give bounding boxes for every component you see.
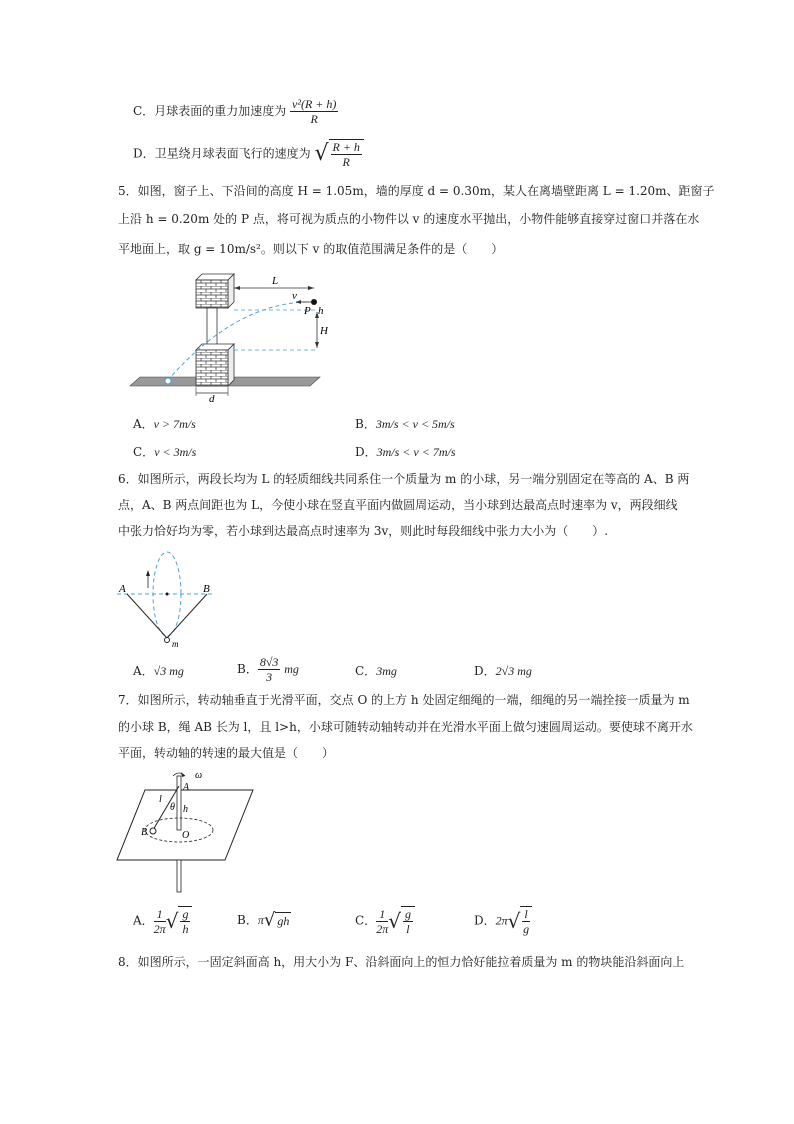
q6-line-1: 6．如图所示，两段长均为 L 的轻质细线共同系住一个质量为 m 的小球，另一端分别固定在等高的 A、B 两 bbox=[118, 472, 690, 486]
rotation-axis bbox=[177, 776, 181, 830]
q5-option-c: C．v < 3m/s bbox=[133, 445, 197, 459]
svg-text:ω: ω bbox=[195, 770, 203, 781]
q7-option-d: D．2π√ $\frac{l}{g}$ bbox=[474, 906, 532, 936]
q5-line-1: 5．如图，窗子上、下沿间的高度 H = 1.05m，墙的厚度 d = 0.30m，某人在离墙壁距离 L = 1.20m、距窗子 bbox=[118, 184, 715, 198]
svg-text:v: v bbox=[292, 290, 297, 302]
sqrt-symbol: √ bbox=[314, 141, 329, 166]
q4-option-c-label: C． bbox=[133, 104, 155, 118]
svg-text:A: A bbox=[183, 782, 190, 793]
q8-line-1: 8．如图所示，一固定斜面高 h，用大小为 F、沿斜面向上的恒力恰好能拉着质量为 m 的物块能沿斜面向上 bbox=[118, 955, 685, 969]
q6-option-d: D．2√3 mg bbox=[474, 664, 532, 678]
q5-line-3: 平地面上，取 g = 10m/s²。则以下 v 的取值范围满足条件的是（ ） bbox=[118, 242, 504, 256]
q6-option-c: C．3mg bbox=[355, 664, 397, 678]
trajectory bbox=[168, 302, 314, 380]
sqrt-symbol: √ bbox=[507, 909, 521, 933]
q4-option-d-text: 卫星绕月球表面飞行的速度为 bbox=[154, 146, 311, 161]
q7-option-c: C． $\frac{1}{2\pi}$ √ $\frac{g}{l}$ bbox=[355, 906, 415, 936]
q6-diagram bbox=[115, 548, 220, 648]
sqrt-symbol: √ bbox=[388, 909, 401, 933]
q4-option-d-label: D． bbox=[133, 146, 155, 161]
upper-wall bbox=[196, 280, 228, 308]
svg-text:A: A bbox=[119, 583, 126, 595]
q5-option-a: A．v > 7m/s bbox=[133, 417, 196, 431]
q7-diagram bbox=[115, 768, 255, 893]
svg-text:m: m bbox=[172, 639, 179, 648]
q4-option-d-fraction: $\frac{R + h}{R}$ bbox=[332, 140, 360, 169]
q7-option-b: B．π√ gh bbox=[237, 909, 290, 931]
svg-text:B: B bbox=[203, 583, 210, 595]
q4-option-c bbox=[133, 97, 338, 126]
ball-B bbox=[150, 828, 156, 834]
q6-option-a: A．√3 mg bbox=[133, 664, 184, 678]
q4-option-c-fraction: $\frac{\text{v²(R + h)}}{R}$ bbox=[292, 97, 337, 126]
svg-text:H: H bbox=[320, 325, 328, 337]
svg-text:d: d bbox=[209, 393, 215, 403]
svg-text:l: l bbox=[159, 794, 162, 805]
svg-text:h: h bbox=[183, 804, 188, 815]
sqrt-symbol: √ bbox=[165, 909, 179, 933]
label-L: L bbox=[272, 275, 279, 287]
q7-line-1: 7．如图所示，转动轴垂直于光滑平面，交点 O 的上方 h 处固定细绳的一端，细绳的另一端拴接一质量为 m bbox=[118, 693, 690, 707]
q4-option-d bbox=[133, 139, 364, 169]
q5-diagram bbox=[128, 268, 328, 403]
q5-option-d: D．3m/s < v < 7m/s bbox=[355, 445, 456, 459]
svg-text:h: h bbox=[318, 305, 324, 317]
svg-text:O: O bbox=[182, 830, 190, 841]
ball-m bbox=[165, 638, 170, 643]
sqrt-symbol: √ bbox=[263, 909, 276, 931]
smooth-plane bbox=[117, 790, 253, 860]
q7-line-3: 平面，转动轴的转速的最大值是（ ） bbox=[118, 746, 335, 760]
q7-line-2: 的小球 B，绳 AB 长为 l，且 l>h，小球可随转动轴转动并在光滑水平面上做匀速圆周运动。要使球不离开水 bbox=[118, 720, 693, 734]
q6-line-2: 点，A、B 两点间距也为 L，今使小球在竖直平面内做圆周运动，当小球到达最高点时速率为 v，两段细线 bbox=[118, 498, 678, 512]
svg-text:P: P bbox=[304, 305, 311, 317]
lower-wall bbox=[196, 350, 228, 386]
q6-line-3: 中张力恰好均为零，若小球到达最高点时速率为 3v，则此时每段细线中张力大小为（ ）. bbox=[118, 524, 609, 538]
q6-option-b: B． $\frac{8√3}{3}$ mg bbox=[237, 655, 299, 684]
q4-option-c-text: 月球表面的重力加速度为 bbox=[154, 104, 287, 118]
svg-text:B: B bbox=[141, 827, 148, 838]
q7-option-a: A． $\frac{1}{2\pi}$ √ $\frac{g}{h}$ bbox=[133, 906, 192, 936]
svg-text:θ: θ bbox=[170, 802, 175, 813]
q5-option-b: B．3m/s < v < 5m/s bbox=[355, 417, 455, 431]
q5-line-2: 上沿 h = 0.20m 处的 P 点，将可视为质点的小物件以 v 的速度水平抛出，小物件能够直接穿过窗口并落在水 bbox=[118, 212, 700, 226]
